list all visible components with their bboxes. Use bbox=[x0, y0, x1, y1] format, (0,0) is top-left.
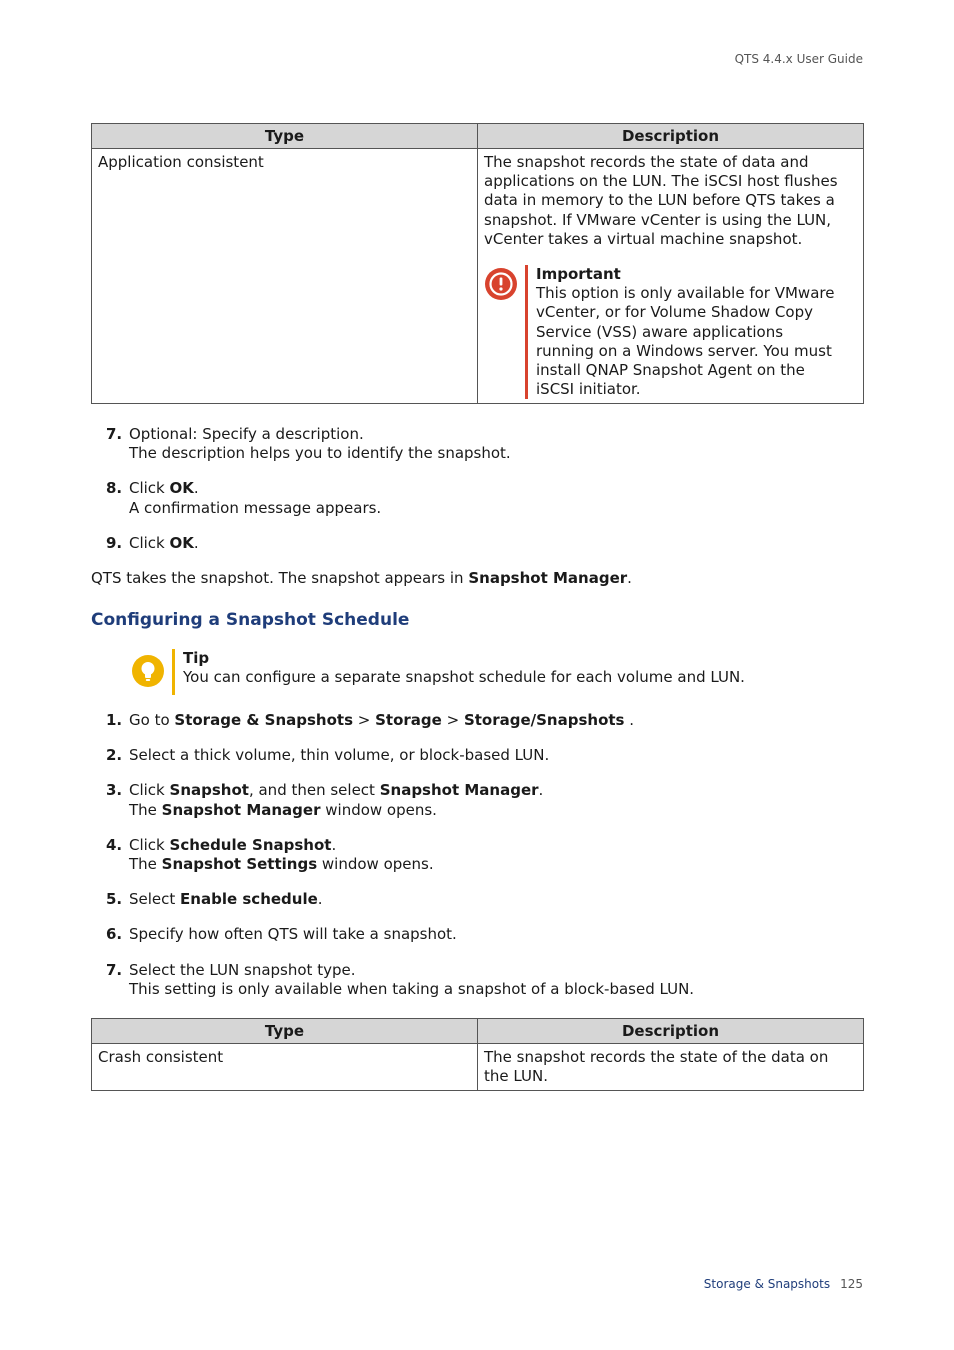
result-paragraph: QTS takes the snapshot. The snapshot appears in Snapshot Manager. bbox=[91, 569, 632, 587]
step-subtext: The Snapshot Settings window opens. bbox=[129, 855, 434, 874]
exclamation-icon bbox=[484, 267, 518, 301]
step-number: 1. bbox=[106, 711, 123, 729]
list-item bbox=[91, 961, 864, 999]
important-text: This option is only available for VMware vCenter, or for Volume Shadow Copy Service (VSS) aware applications running on a Windows server. You must install QNAP Snapshot Agent on the iSCSI initiator. bbox=[536, 284, 835, 399]
type-cell: Crash consistent bbox=[92, 1044, 478, 1091]
lightbulb-icon bbox=[131, 654, 165, 688]
column-header-type: Type bbox=[92, 1019, 478, 1044]
tip-bar bbox=[172, 649, 175, 695]
step-number: 7. bbox=[106, 425, 123, 443]
step-number: 7. bbox=[106, 960, 123, 979]
list-item bbox=[91, 890, 864, 909]
list-item bbox=[91, 781, 864, 819]
column-header-description: Description bbox=[478, 1019, 864, 1044]
page-number: 125 bbox=[840, 1277, 863, 1291]
column-header-type: Type bbox=[92, 124, 478, 149]
step-text: Click Schedule Snapshot. bbox=[129, 835, 337, 854]
step-number: 4. bbox=[106, 835, 123, 854]
step-number: 5. bbox=[106, 890, 123, 909]
step-number: 2. bbox=[106, 746, 123, 765]
step-text: Click OK. bbox=[129, 533, 199, 552]
step-subtext: The description helps you to identify the snapshot. bbox=[129, 444, 511, 463]
table-row bbox=[92, 1044, 864, 1091]
table-row bbox=[92, 149, 864, 404]
step-subtext: The Snapshot Manager window opens. bbox=[129, 800, 437, 819]
steps-list-b bbox=[91, 711, 864, 999]
step-text: Go to Storage & Snapshots > Storage > Storage/Snapshots . bbox=[129, 711, 635, 729]
type-cell: Application consistent bbox=[92, 149, 478, 404]
tip-title: Tip bbox=[183, 649, 210, 667]
step-number: 8. bbox=[106, 479, 123, 498]
list-item bbox=[91, 746, 864, 765]
step-text: Specify how often QTS will take a snapshot. bbox=[129, 925, 457, 944]
description-cell bbox=[478, 149, 864, 404]
important-title: Important bbox=[536, 265, 621, 284]
section-heading: Configuring a Snapshot Schedule bbox=[91, 610, 410, 630]
important-callout bbox=[484, 265, 857, 399]
step-text: Click OK. bbox=[129, 479, 199, 498]
snapshot-type-table-2 bbox=[91, 1018, 864, 1091]
step-text: Select the LUN snapshot type. bbox=[129, 960, 356, 979]
tip-text: You can configure a separate snapshot schedule for each volume and LUN. bbox=[183, 668, 745, 687]
tip-callout bbox=[131, 649, 745, 695]
step-number: 6. bbox=[106, 925, 123, 944]
step-text: Select a thick volume, thin volume, or block-based LUN. bbox=[129, 746, 550, 765]
description-cell: The snapshot records the state of the data on the LUN. bbox=[478, 1044, 864, 1091]
footer-section: Storage & Snapshots bbox=[703, 1277, 831, 1291]
step-text: Optional: Specify a description. bbox=[129, 425, 364, 443]
list-item bbox=[91, 479, 864, 517]
list-item bbox=[91, 925, 864, 944]
column-header-description: Description bbox=[478, 124, 864, 149]
snapshot-type-table-1 bbox=[91, 123, 864, 404]
list-item bbox=[91, 836, 864, 874]
description-text: The snapshot records the state of data and applications on the LUN. The iSCSI host flushes data in memory to the LUN before QTS takes a snapshot. If VMware vCenter is using the LUN, vCenter takes a virtual machine snapshot. bbox=[484, 153, 838, 248]
list-item bbox=[91, 425, 864, 463]
step-number: 9. bbox=[106, 533, 123, 552]
step-text: Select Enable schedule. bbox=[129, 890, 323, 909]
step-number: 3. bbox=[106, 781, 123, 800]
step-text: Click Snapshot, and then select Snapshot Manager. bbox=[129, 781, 544, 800]
steps-list-a bbox=[91, 425, 864, 553]
page-footer bbox=[704, 1275, 863, 1294]
important-bar bbox=[525, 265, 528, 399]
list-item bbox=[91, 534, 864, 553]
list-item bbox=[91, 711, 864, 730]
step-subtext: This setting is only available when taking a snapshot of a block-based LUN. bbox=[129, 979, 695, 998]
step-subtext: A confirmation message appears. bbox=[129, 498, 382, 517]
page-header: QTS 4.4.x User Guide bbox=[734, 52, 863, 66]
